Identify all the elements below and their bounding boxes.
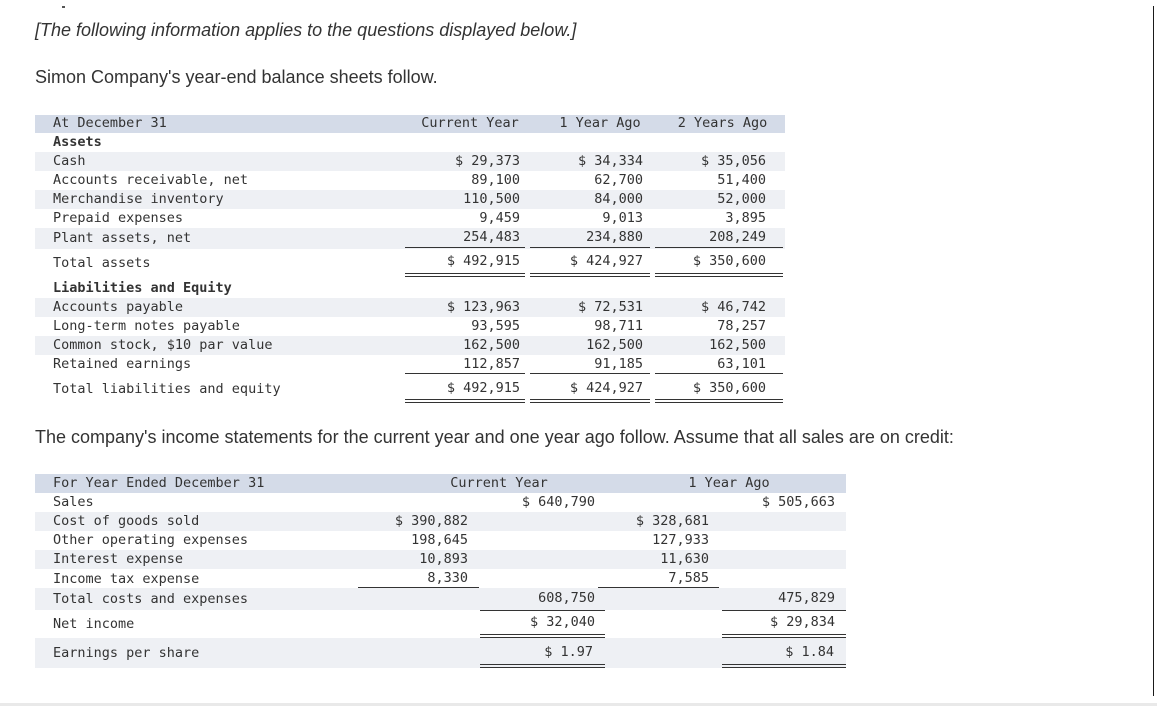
cell-1-year-ago: 98,711 xyxy=(594,318,643,334)
double-rule xyxy=(722,634,846,635)
cell-1-year-ago: $ 34,334 xyxy=(577,153,643,169)
cell-2-years-ago: 78,257 xyxy=(717,318,766,334)
cell-1-year-ago: $ 29,834 xyxy=(769,614,835,630)
double-rule xyxy=(530,273,650,274)
cell-current-year: $ 29,373 xyxy=(454,153,520,169)
row-label: Net income xyxy=(53,616,135,632)
cell-current-year: 162,500 xyxy=(463,337,520,353)
subtotal-rule xyxy=(405,247,525,248)
assets-title: Assets xyxy=(53,134,102,150)
cell-2-years-ago: 162,500 xyxy=(709,337,766,353)
row-label: Accounts payable xyxy=(53,299,184,315)
cell-current-year: $ 32,040 xyxy=(529,614,595,630)
balance-header-1-year-ago: 1 Year Ago xyxy=(559,115,641,131)
cell-current-year: 110,500 xyxy=(463,191,520,207)
subtotal-rule xyxy=(598,587,719,588)
row-label: Common stock, $10 par value xyxy=(53,337,273,353)
cell-1-year-ago: $ 505,663 xyxy=(761,494,835,510)
right-border xyxy=(1153,6,1154,696)
cell-current-year: $ 390,882 xyxy=(394,513,468,529)
income-header-current-year: Current Year xyxy=(450,475,548,491)
income-statement-heading: The company's income statements for the current year and one year ago follow. Assume that all sales are on credit: xyxy=(35,427,954,447)
subtotal-rule xyxy=(655,247,783,248)
cell-current-year: 608,750 xyxy=(538,590,595,606)
row-label: Cash xyxy=(53,153,86,169)
double-rule xyxy=(405,399,525,400)
double-rule xyxy=(480,637,605,638)
cell-current-year: 89,100 xyxy=(471,172,520,188)
balance-sheet-heading: Simon Company's year-end balance sheets follow. xyxy=(35,67,438,87)
double-rule xyxy=(655,273,783,274)
cell-1-year-ago: 127,933 xyxy=(652,532,709,548)
row-label: Total liabilities and equity xyxy=(53,381,281,397)
row-label: Earnings per share xyxy=(53,645,200,661)
cell-1-year-ago: $ 1.84 xyxy=(785,644,834,660)
cell-current-year: 254,483 xyxy=(463,229,520,245)
balance-header-label: At December 31 xyxy=(53,115,167,131)
subtotal-rule xyxy=(530,247,650,248)
cell-1-year-ago: $ 424,927 xyxy=(569,380,643,396)
cell-2-years-ago: $ 46,742 xyxy=(700,299,766,315)
cell-1-year-ago: 11,630 xyxy=(660,551,709,567)
cell-2-years-ago: $ 350,600 xyxy=(692,380,766,396)
row-label: Accounts receivable, net xyxy=(53,172,249,188)
subtotal-rule xyxy=(530,373,650,374)
balance-header-2-years-ago: 2 Years Ago xyxy=(677,115,768,131)
cell-1-year-ago: 91,185 xyxy=(594,356,643,372)
cell-current-year: $ 492,915 xyxy=(446,380,520,396)
cell-1-year-ago: 162,500 xyxy=(586,337,643,353)
cell-1-year-ago: 84,000 xyxy=(594,191,643,207)
liabilities-title: Liabilities and Equity xyxy=(53,280,232,296)
intro-note: [The following information applies to the questions displayed below.] xyxy=(35,20,577,40)
double-rule xyxy=(722,637,846,638)
double-rule xyxy=(722,664,846,665)
cell-current-year: $ 640,790 xyxy=(521,494,595,510)
double-rule xyxy=(480,634,605,635)
cell-1-year-ago: $ 424,927 xyxy=(569,253,643,269)
cell-1-year-ago: 475,829 xyxy=(778,590,835,606)
double-rule xyxy=(655,402,783,403)
row-label: Merchandise inventory xyxy=(53,191,224,207)
cell-current-year: 112,857 xyxy=(463,356,520,372)
cell-2-years-ago: $ 35,056 xyxy=(700,153,766,169)
row-label: Cost of goods sold xyxy=(53,513,200,529)
double-rule xyxy=(530,399,650,400)
cell-current-year: $ 123,963 xyxy=(446,299,520,315)
cell-1-year-ago: $ 72,531 xyxy=(577,299,643,315)
row-label: Income tax expense xyxy=(53,571,200,587)
cell-2-years-ago: 63,101 xyxy=(717,356,766,372)
row-label: Total costs and expenses xyxy=(53,591,249,607)
cell-current-year: 10,893 xyxy=(419,551,468,567)
cell-current-year: 198,645 xyxy=(411,532,468,548)
row-label: Interest expense xyxy=(53,551,184,567)
cell-1-year-ago: 234,880 xyxy=(586,229,643,245)
cell-current-year: $ 492,915 xyxy=(446,253,520,269)
cell-2-years-ago: 208,249 xyxy=(709,229,766,245)
row-label: Other operating expenses xyxy=(53,532,249,548)
row-label: Prepaid expenses xyxy=(53,210,184,226)
row-label: Long-term notes payable xyxy=(53,318,240,334)
subtotal-rule xyxy=(358,587,479,588)
subtotal-rule xyxy=(480,610,605,611)
double-rule xyxy=(722,667,846,668)
cell-current-year: 9,459 xyxy=(479,210,520,226)
subtotal-rule xyxy=(655,373,783,374)
double-rule xyxy=(405,276,525,277)
cell-2-years-ago: 3,895 xyxy=(725,210,766,226)
double-rule xyxy=(480,667,605,668)
double-rule xyxy=(655,276,783,277)
double-rule xyxy=(530,276,650,277)
cell-current-year: 93,595 xyxy=(471,318,520,334)
cell-2-years-ago: 51,400 xyxy=(717,172,766,188)
cell-1-year-ago: 7,585 xyxy=(668,570,709,586)
cell-current-year: 8,330 xyxy=(427,570,468,586)
cell-current-year: $ 1.97 xyxy=(544,644,593,660)
income-header-label: For Year Ended December 31 xyxy=(53,475,265,491)
double-rule xyxy=(405,273,525,274)
cell-1-year-ago: 9,013 xyxy=(602,210,643,226)
double-rule xyxy=(530,402,650,403)
subtotal-rule xyxy=(405,373,525,374)
double-rule xyxy=(655,399,783,400)
balance-header-current-year: Current Year xyxy=(421,115,519,131)
cell-2-years-ago: $ 350,600 xyxy=(692,253,766,269)
cell-1-year-ago: $ 328,681 xyxy=(635,513,709,529)
decorative-dot xyxy=(62,6,65,8)
row-label: Retained earnings xyxy=(53,356,192,372)
double-rule xyxy=(405,402,525,403)
row-label: Plant assets, net xyxy=(53,230,192,246)
cell-1-year-ago: 62,700 xyxy=(594,172,643,188)
row-label: Sales xyxy=(53,494,94,510)
income-header-1-year-ago: 1 Year Ago xyxy=(688,475,770,491)
cell-2-years-ago: 52,000 xyxy=(717,191,766,207)
row-label: Total assets xyxy=(53,255,151,271)
double-rule xyxy=(480,664,605,665)
subtotal-rule xyxy=(722,610,846,611)
